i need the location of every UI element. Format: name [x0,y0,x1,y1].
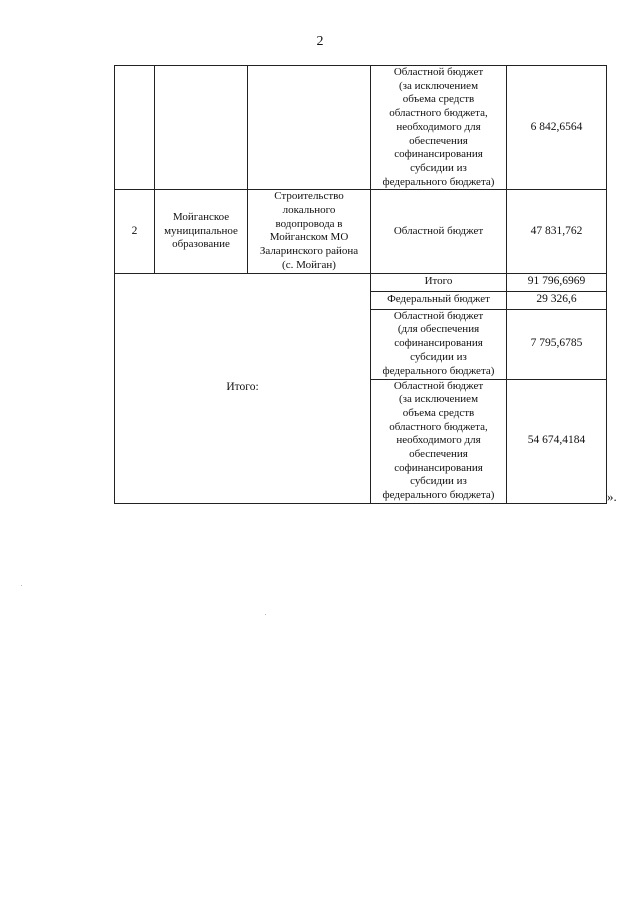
funding-source-cell: Областной бюджет (за исключением объема средств областного бюджета, необходимого для обеспечения софинансирования субсидии из федерального бюджета) [371,66,507,190]
totals-source: Областной бюджет (для обеспечения софинансирования субсидии из федерального бюджета) [371,309,507,379]
budget-table [114,65,607,504]
row-index: 2 [115,190,155,273]
index-cell [115,66,155,190]
municipality-cell [155,66,248,190]
project-name: Строительство локального водопровода в Мойганском МО Заларинского района (с. Мойган) [248,190,371,273]
municipality-name: Мойганское муниципальное образование [155,190,248,273]
amount-cell: 6 842,6564 [507,66,607,190]
closing-quote: ». [607,489,617,504]
amount-cell: 47 831,762 [507,190,607,273]
totals-amount: 29 326,6 [507,291,607,309]
totals-amount: 54 674,4184 [507,379,607,503]
totals-row-total [115,273,607,291]
funding-source-cell: Областной бюджет [371,190,507,273]
totals-label: Итого: [115,273,371,503]
table-row-continued [115,66,607,190]
totals-amount: 91 796,6969 [507,273,607,291]
totals-source: Итого [371,273,507,291]
page-number: 2 [316,34,324,49]
totals-source: Областной бюджет (за исключением объема средств областного бюджета, необходимого для обеспечения софинансирования субсидии из федерального бюджета) [371,379,507,503]
scan-speck [21,585,22,586]
totals-amount: 7 795,6785 [507,309,607,379]
table-row-municipality-2 [115,190,607,273]
project-cell [248,66,371,190]
scan-speck [265,614,266,615]
totals-source: Федеральный бюджет [371,291,507,309]
